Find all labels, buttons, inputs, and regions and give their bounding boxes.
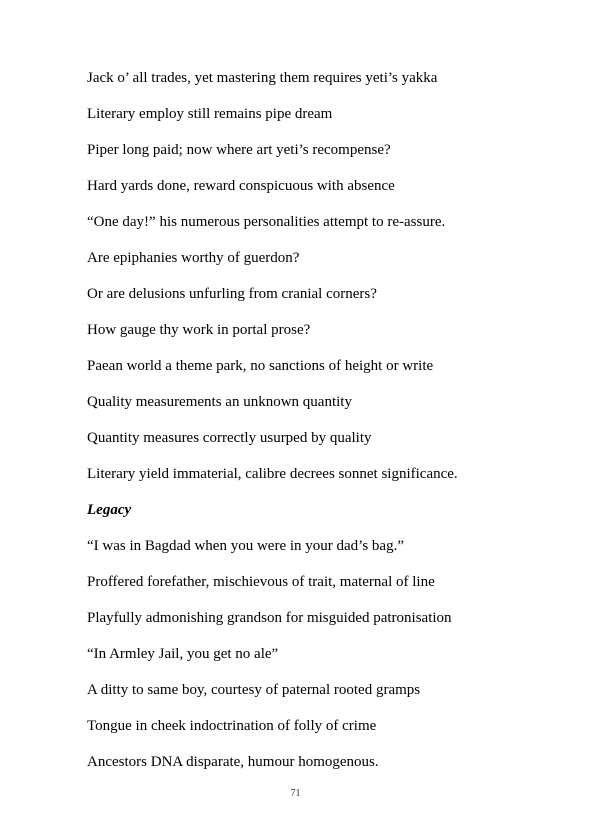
poem-text (87, 67, 567, 787)
poem-line: Piper long paid; now where art yeti’s recompense? (87, 142, 391, 158)
poem-line: “I was in Bagdad when you were in your dad’s bag.” (87, 538, 404, 554)
poem-line: Hard yards done, reward conspicuous with absence (87, 178, 395, 194)
poem-line: Quantity measures correctly usurped by quality (87, 430, 372, 446)
poem-line: Jack o’ all trades, yet mastering them requires yeti’s yakka (87, 70, 438, 86)
poem-line: Literary employ still remains pipe dream (87, 106, 333, 122)
poem-line: How gauge thy work in portal prose? (87, 322, 311, 338)
poem-line: Proffered forefather, mischievous of trait, maternal of line (87, 574, 435, 590)
poem-line: Literary yield immaterial, calibre decrees sonnet significance. (87, 466, 458, 482)
poem-line: Tongue in cheek indoctrination of folly of crime (87, 718, 377, 734)
poem-line: Or are delusions unfurling from cranial corners? (87, 286, 377, 302)
poem-line: Quality measurements an unknown quantity (87, 394, 352, 410)
section-title: Legacy (87, 502, 132, 518)
poem-line: Are epiphanies worthy of guerdon? (87, 250, 300, 266)
poem-line: “One day!” his numerous personalities attempt to re-assure. (87, 214, 446, 230)
poem-line: A ditty to same boy, courtesy of paternal rooted gramps (87, 682, 421, 698)
poem-line: Playfully admonishing grandson for misguided patronisation (87, 610, 452, 626)
page-number: 71 (290, 788, 301, 799)
poem-line: Ancestors DNA disparate, humour homogenous. (87, 754, 379, 770)
poem-line: “In Armley Jail, you get no ale” (87, 646, 279, 662)
poem-line: Paean world a theme park, no sanctions of height or write (87, 358, 434, 374)
